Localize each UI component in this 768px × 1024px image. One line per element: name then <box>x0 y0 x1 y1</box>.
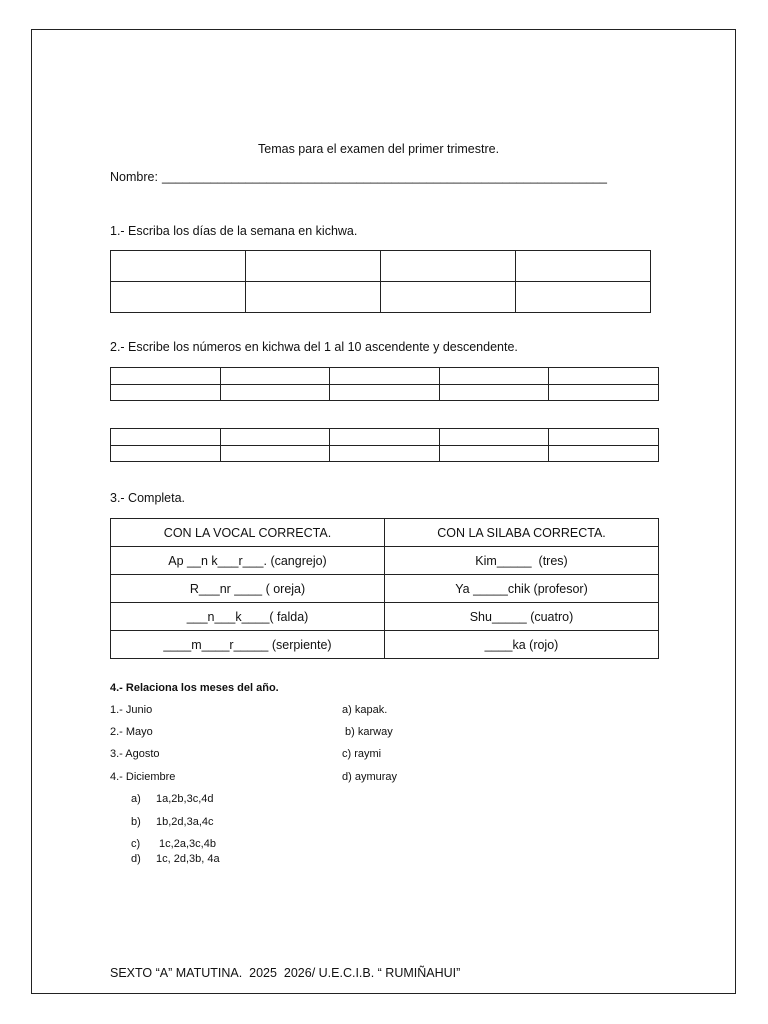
vowel-item[interactable]: Ap __n k___r___. (cangrejo) <box>111 547 385 575</box>
vowel-item[interactable]: ___n___k____( falda) <box>111 603 385 631</box>
month-item: 3.- Agosto <box>110 748 160 760</box>
number-cell[interactable] <box>549 385 659 401</box>
weekday-cell[interactable] <box>111 251 246 282</box>
footer-text: SEXTO “A” MATUTINA. 2025 2026/ U.E.C.I.B. “ RUMIÑAHUI” <box>110 966 461 980</box>
syllable-item[interactable]: Kim_____ (tres) <box>385 547 659 575</box>
name-blank[interactable]: ________________________________________________________________ <box>162 170 607 184</box>
complete-table <box>110 518 659 659</box>
number-cell[interactable] <box>220 368 330 385</box>
weekday-cell[interactable] <box>381 282 516 313</box>
syllable-item[interactable]: ____ka (rojo) <box>385 631 659 659</box>
weekday-cell[interactable] <box>516 282 651 313</box>
question-1-text: 1.- Escriba los días de la semana en kichwa. <box>110 224 358 238</box>
name-label: Nombre: <box>110 170 158 184</box>
month-item: 1.- Junio <box>110 704 153 716</box>
kichwa-month-item: c) raymi <box>342 748 382 760</box>
number-cell[interactable] <box>111 446 221 462</box>
number-cell[interactable] <box>111 368 221 385</box>
answer-option[interactable]: 1b,2d,3a,4c <box>156 816 214 828</box>
weekdays-table <box>110 250 651 313</box>
answer-option-letter: b) <box>131 816 141 828</box>
number-cell[interactable] <box>220 385 330 401</box>
kichwa-month-item: d) aymuray <box>342 771 398 783</box>
answer-option[interactable]: 1c, 2d,3b, 4a <box>156 853 220 865</box>
syllable-item[interactable]: Shu_____ (cuatro) <box>385 603 659 631</box>
vowel-column-header: CON LA VOCAL CORRECTA. <box>111 519 385 547</box>
answer-option-letter: c) <box>131 838 141 850</box>
answer-option-letter: a) <box>131 793 141 805</box>
number-cell[interactable] <box>220 446 330 462</box>
question-3-text: 3.- Completa. <box>110 491 186 505</box>
number-cell[interactable] <box>439 446 549 462</box>
number-cell[interactable] <box>220 429 330 446</box>
weekday-cell[interactable] <box>111 282 246 313</box>
answer-option-letter: d) <box>131 853 141 865</box>
number-cell[interactable] <box>330 385 440 401</box>
answer-option[interactable]: 1c,2a,3c,4b <box>156 838 216 850</box>
number-cell[interactable] <box>330 368 440 385</box>
kichwa-month-item: a) kapak. <box>342 704 388 716</box>
weekday-cell[interactable] <box>246 251 381 282</box>
number-cell[interactable] <box>330 429 440 446</box>
weekday-cell[interactable] <box>246 282 381 313</box>
month-item: 2.- Mayo <box>110 726 153 738</box>
syllable-column-header: CON LA SILABA CORRECTA. <box>385 519 659 547</box>
month-item: 4.- Diciembre <box>110 771 176 783</box>
weekday-cell[interactable] <box>381 251 516 282</box>
number-cell[interactable] <box>439 429 549 446</box>
vowel-item[interactable]: ____m____r_____ (serpiente) <box>111 631 385 659</box>
question-4-text: 4.- Relaciona los meses del año. <box>110 682 279 694</box>
number-cell[interactable] <box>330 446 440 462</box>
syllable-item[interactable]: Ya _____chik (profesor) <box>385 575 659 603</box>
number-cell[interactable] <box>111 429 221 446</box>
vowel-item[interactable]: R___nr ____ ( oreja) <box>111 575 385 603</box>
page-title: Temas para el examen del primer trimestre. <box>258 142 500 156</box>
number-cell[interactable] <box>549 446 659 462</box>
number-cell[interactable] <box>111 385 221 401</box>
number-cell[interactable] <box>549 368 659 385</box>
weekday-cell[interactable] <box>516 251 651 282</box>
numbers-ascending-table <box>110 367 659 401</box>
question-2-text: 2.- Escribe los números en kichwa del 1 al 10 ascendente y descendente. <box>110 340 518 354</box>
number-cell[interactable] <box>549 429 659 446</box>
numbers-descending-table <box>110 428 659 462</box>
kichwa-month-item: b) karway <box>342 726 393 738</box>
number-cell[interactable] <box>439 368 549 385</box>
answer-option[interactable]: 1a,2b,3c,4d <box>156 793 214 805</box>
number-cell[interactable] <box>439 385 549 401</box>
